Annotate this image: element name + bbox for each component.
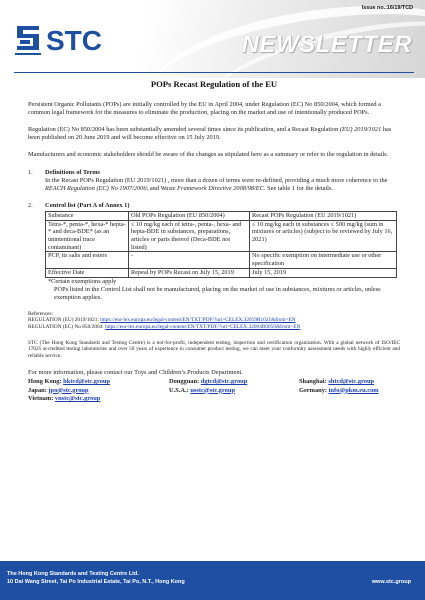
contact-email-link[interactable]: info@pkm.eu.com	[328, 386, 379, 394]
contact-list	[28, 378, 400, 403]
contact-email-link[interactable]: hktcd@stc.group	[63, 378, 110, 386]
contact-email-link[interactable]: jpo@stc.group	[48, 386, 89, 394]
intro-p2-text-b: has been published on 20 June 2019 and will become effective on 15 July 2019.	[28, 126, 392, 142]
table-cell: ≤ 10 mg/kg each in substances ≤ 500 mg/kg (sum in mixtures or articles) (subject to be reviewed by July 16, 2021)	[250, 220, 397, 252]
section-1-body	[45, 177, 400, 193]
table-row	[46, 252, 397, 268]
section-1-text-c: . See table 1 for the details.	[263, 184, 333, 192]
section-2	[28, 202, 400, 210]
contact-usa	[169, 387, 299, 395]
contact-hong-kong	[28, 378, 169, 386]
intro-paragraph-3: Manufacturers and economic stakeholders should be aware of the changes as stipulated here as a summary or refer to the regulation in details.	[28, 151, 389, 159]
stc-emblem-icon	[15, 26, 41, 55]
article	[28, 80, 400, 403]
contact-label: Germany:	[299, 386, 329, 394]
table-header-row	[46, 211, 397, 220]
control-list-table	[45, 211, 397, 278]
stc-logo	[13, 20, 115, 60]
contact-email-link[interactable]: dgtcd@stc.group	[200, 378, 248, 386]
table-cell: PCP, its salts and esters	[46, 252, 129, 268]
contact-germany	[299, 387, 399, 395]
section-1-number: 1.	[28, 168, 33, 176]
contact-label: Shanghai:	[299, 378, 329, 386]
table-cell: Repeal by POPs Recast on July 15, 2019	[129, 268, 250, 277]
footer-website-link[interactable]: www.stc.group	[371, 579, 411, 585]
reference-1-label: REGULATION (EU) 2019/1021:	[28, 317, 101, 324]
newsletter-banner: NEWSLETTER	[241, 31, 412, 58]
section-1-waste-directive: Waste Framework Directive 2008/98/EC	[160, 184, 264, 192]
table-cell: ≤ 10 mg/kg each of tetra-, penta-, hexa- and hepta-BDE in substances, preparations, articles or parts thereof (Deca-BDE not listed)	[129, 220, 250, 252]
contact-japan	[28, 387, 169, 395]
reference-2	[28, 324, 400, 331]
table-cell: Effective Date	[46, 268, 129, 277]
contact-shanghai	[299, 378, 399, 386]
contact-label: Hong Kong:	[28, 378, 64, 386]
intro-paragraph-2	[28, 126, 400, 142]
section-1-text-a: In the Recast POPs Regulation (EU 2019/1021) , more than a dozen of terms were re-defined, providing a much more coherence to the	[45, 176, 388, 184]
about-stc: STC (The Hong Kong Standards and Testing Centre) is a not-for-profit, independent testing, inspection and certification organization. With a global network of ISO/IEC 17025 accredited testing laboratories and over 50 years of experience in consumer product testing, we can meet your conformity assessment needs with highly efficient and reliable service.	[28, 339, 400, 360]
contact-email-link[interactable]: shtcd@stc.group	[328, 378, 375, 386]
section-2-title: Control list (Part A of Annex 1)	[45, 201, 130, 209]
section-1-title: Definitions of Terms	[45, 168, 100, 176]
section-2-number: 2.	[28, 201, 33, 209]
logo-text: STC	[46, 25, 102, 56]
contact-label: Japan:	[28, 386, 49, 394]
contact-email-link[interactable]: vnstc@stc.group	[54, 394, 101, 402]
intro-p2-text-a: Regulation (EC) No 850/2004 has been substantially amended several times since its publication, and a Recast Regulation	[28, 126, 340, 134]
table-cell: July 15, 2019	[250, 268, 397, 277]
table-row	[46, 220, 397, 252]
contact-label: Dongguan:	[169, 378, 201, 386]
article-title: POPs Recast Regulation of the EU	[150, 79, 278, 89]
exemption-note: *Certain exemptions apply	[48, 277, 117, 285]
footer-address: 10 Dai Wang Street, Tai Po Industrial Estate, Tai Po, N.T., Hong Kong	[7, 579, 185, 585]
issue-number: Issue no.:16/19/TCD	[361, 5, 413, 11]
table-cell: -	[129, 252, 250, 268]
section-1	[28, 169, 400, 193]
references	[28, 311, 400, 331]
table-header-cell: Recast POPs Regulation (EU 2019/1021)	[250, 211, 397, 220]
reference-2-link[interactable]: https://eur-lex.europa.eu/legal-content/EN/TXT/PDF/?uri=CELEX:32004R0850&from=EN	[105, 324, 301, 331]
table-header-cell: Old POPs Regulation (EU 850/2004)	[129, 211, 250, 220]
control-list-note: POPs listed in the Control List shall not be manufactured, placing on the market of use in substances, mixtures or articles, unless exemption applies.	[54, 285, 381, 301]
references-title: References:	[28, 310, 53, 317]
header-divider	[14, 72, 414, 73]
reference-1-link[interactable]: https://eur-lex.europa.eu/legal-content/EN/TXT/PDF/?uri=CELEX:32019R1021&from=EN	[100, 317, 296, 324]
table-row	[46, 268, 397, 277]
table-cell: No specific exemption on intermediate use or other specification	[250, 252, 397, 268]
intro-p2-regulation: (EU) 2019/1021	[339, 126, 382, 134]
page-footer	[0, 561, 425, 600]
contact-email-link[interactable]: usstc@stc.group	[190, 386, 236, 394]
contact-dongguan	[169, 378, 299, 386]
intro-paragraph-1: Persistent Organic Pollutants (POPs) are initially controlled by the EU in April 2004, under Regulation (EC) No 850/2004, which formed a common legal framework for the measures to eliminate the production, placing on the market and use of intentionally produced POPs.	[28, 101, 381, 117]
table-cell: Tetra-*, penta-*, hexa-* hepta-* and deca-BDE* (as an unintentional trace contaminant)	[46, 220, 129, 252]
contact-intro: For more information, please contact our Toys and Children’s Products Department.	[28, 369, 243, 377]
table-header-cell: Substance	[46, 211, 129, 220]
contact-label: U.S.A.:	[169, 386, 191, 394]
contact-label: Vietnam:	[28, 394, 55, 402]
footer-org: The Hong Kong Standards and Testing Centre Ltd.	[7, 571, 139, 577]
section-1-reach: REACH Regulation (EC) No 1907/2006	[45, 184, 147, 192]
section-1-text-b: ; and	[146, 184, 161, 192]
reference-2-label: REGULATION (EC) No 850/2004:	[28, 324, 106, 331]
contact-vietnam	[28, 395, 169, 403]
